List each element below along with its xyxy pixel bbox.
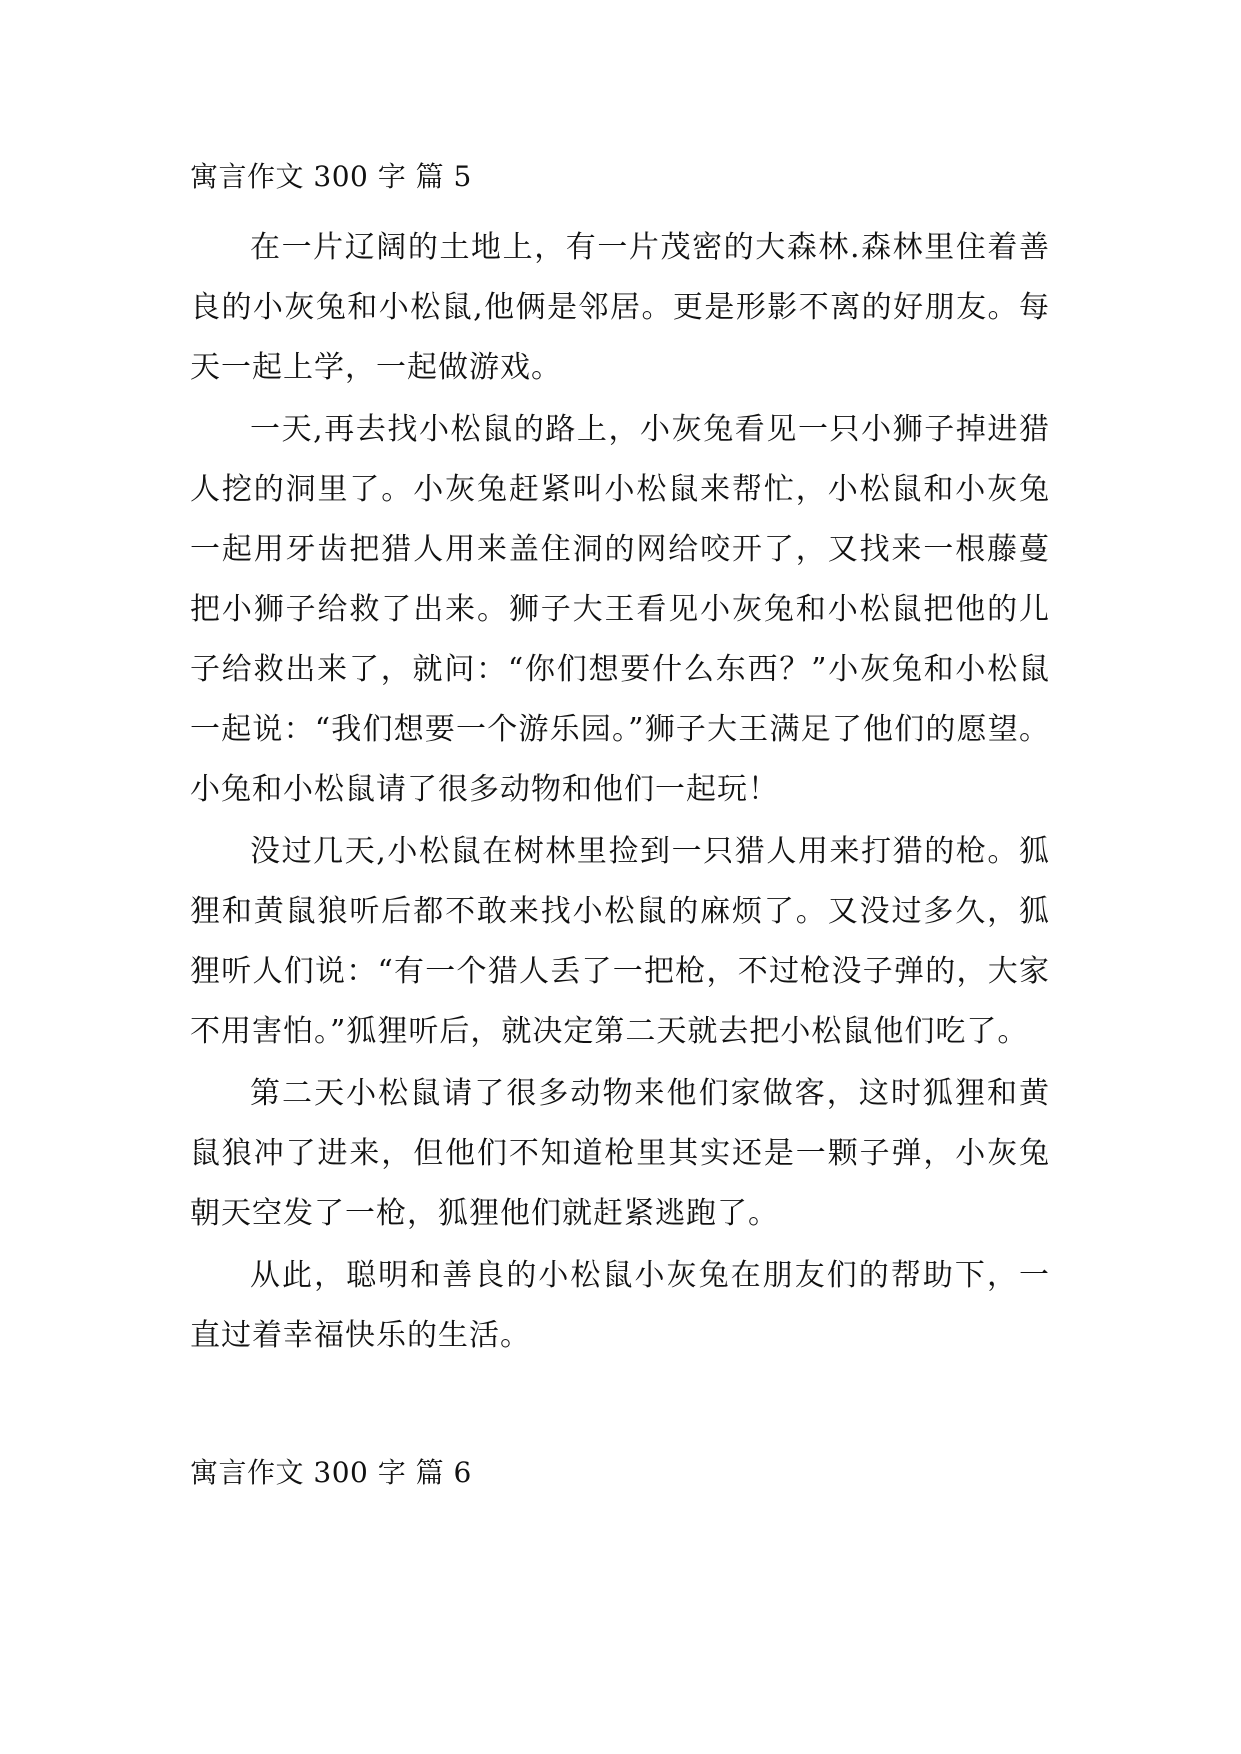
paragraph-5: 从此，聪明和善良的小松鼠小灰兔在朋友们的帮助下，一直过着幸福快乐的生活。 [190,1258,1050,1353]
paragraph-3: 没过几天,小松鼠在树林里捡到一只猎人用来打猎的枪。狐狸和黄鼠狼听后都不敢来找小松鼠的麻烦了。又没过多久，狐狸听人们说：“有一个猎人丢了一把枪，不过枪没子弹的，大家不用害怕。”狐狸听后，就决定第二天就去把小松鼠他们吃了。 [190,834,1050,1049]
section-title-5: 寓言作文 300 字 篇 5 [190,160,472,193]
paragraph-2: 一天,再去找小松鼠的路上，小灰兔看见一只小狮子掉进猎人挖的洞里了。小灰兔赶紧叫小松鼠来帮忙，小松鼠和小灰兔一起用牙齿把猎人用来盖住洞的网给咬开了，又找来一根藤蔓把小狮子给救了出来。狮子大王看见小灰兔和小松鼠把他的儿子给救出来了，就问：“你们想要什么东西？”小灰兔和小松鼠一起说：“我们想要一个游乐园。”狮子大王满足了他们的愿望。小兔和小松鼠请了很多动物和他们一起玩！ [190,412,1050,807]
section-title-6: 寓言作文 300 字 篇 6 [190,1456,472,1489]
paragraph-4: 第二天小松鼠请了很多动物来他们家做客，这时狐狸和黄鼠狼冲了进来，但他们不知道枪里其实还是一颗子弹，小灰兔朝天空发了一枪，狐狸他们就赶紧逃跑了。 [190,1076,1050,1231]
paragraph-1: 在一片辽阔的土地上，有一片茂密的大森林.森林里住着善良的小灰兔和小松鼠,他俩是邻居。更是形影不离的好朋友。每天一起上学，一起做游戏。 [190,230,1050,385]
document-content [190,160,1050,1514]
section-spacer [190,1368,1050,1456]
